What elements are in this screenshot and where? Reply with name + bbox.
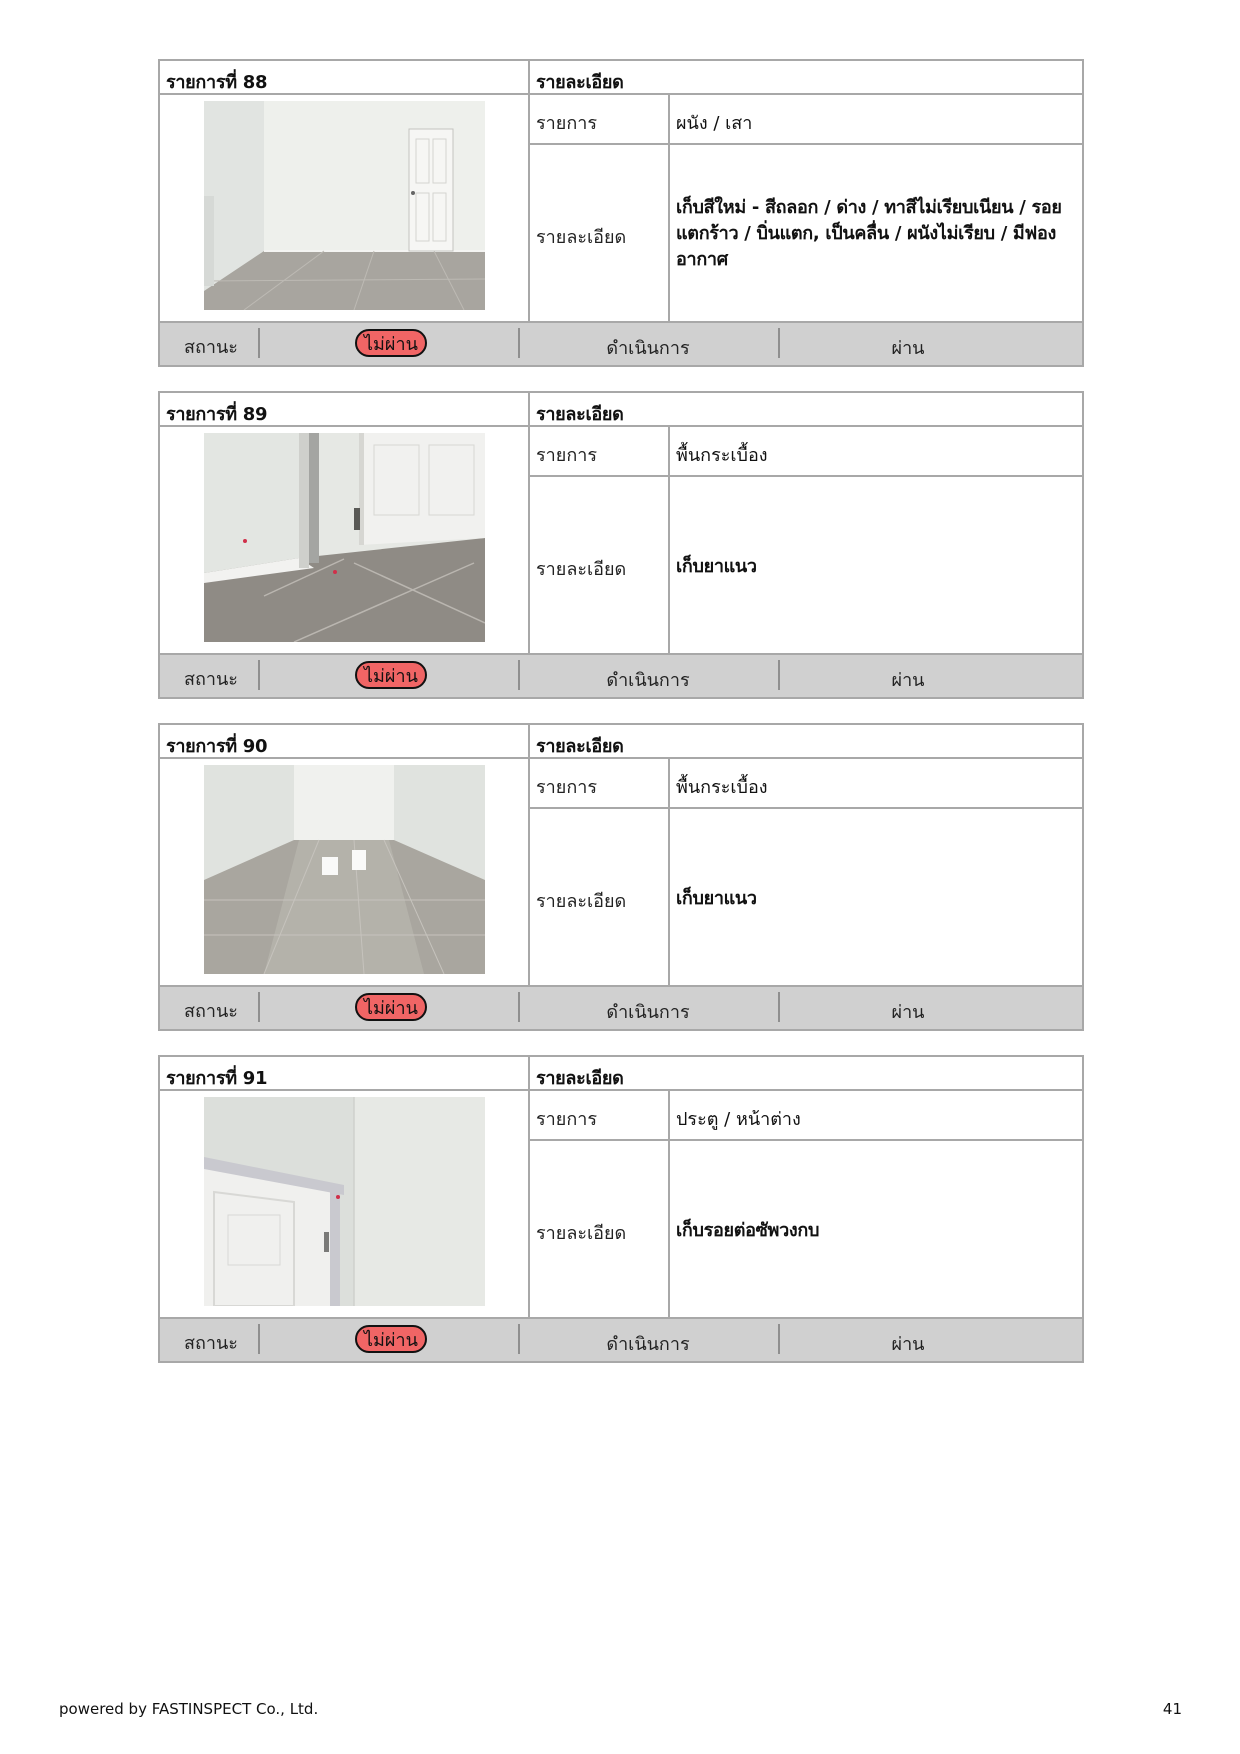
status-in-progress-button[interactable]: ดำเนินการ (606, 670, 690, 691)
status-pass-button[interactable]: ผ่าน (891, 1334, 925, 1355)
status-label: สถานะ (184, 337, 238, 358)
status-bar (160, 985, 1082, 1029)
item-label: รายการ (536, 1109, 597, 1130)
item-value: ประตู / หน้าต่าง (676, 1109, 801, 1130)
detail-row (530, 477, 1082, 655)
page-number: 41 (1162, 1700, 1182, 1718)
inspection-photo[interactable] (204, 101, 485, 310)
card-header-item (160, 725, 530, 759)
detail-value: เก็บยาแนว (676, 888, 757, 909)
detail-row (530, 809, 1082, 987)
footer-powered-by: powered by FASTINSPECT Co., Ltd. (59, 1700, 319, 1718)
detail-label: รายละเอียด (536, 891, 627, 912)
item-value: พื้นกระเบื้อง (676, 445, 768, 466)
status-bar (160, 653, 1082, 697)
detail-header: รายละเอียด (536, 72, 624, 93)
photo-cell (160, 759, 530, 987)
item-title: รายการที่ 91 (166, 1068, 268, 1089)
card-header-item (160, 393, 530, 427)
inspection-photo[interactable] (204, 433, 485, 642)
item-label: รายการ (536, 777, 597, 798)
status-pass-button[interactable]: ผ่าน (891, 338, 925, 359)
status-bar (160, 321, 1082, 365)
detail-header: รายละเอียด (536, 736, 624, 757)
status-bar (160, 1317, 1082, 1361)
photo-cell (160, 1091, 530, 1319)
detail-label: รายละเอียด (536, 227, 627, 248)
photo-cell (160, 427, 530, 655)
detail-header: รายละเอียด (536, 404, 624, 425)
detail-header: รายละเอียด (536, 1068, 624, 1089)
card-header-detail (530, 725, 1082, 759)
item-row (530, 427, 1082, 477)
detail-row (530, 1141, 1082, 1319)
inspection-card (158, 1055, 1084, 1363)
card-header-detail (530, 1057, 1082, 1091)
item-row (530, 1091, 1082, 1141)
status-pass-button[interactable]: ผ่าน (891, 670, 925, 691)
item-title: รายการที่ 90 (166, 736, 268, 757)
status-fail-button[interactable]: ไม่ผ่าน (355, 329, 427, 357)
item-label: รายการ (536, 113, 597, 134)
detail-label: รายละเอียด (536, 1223, 627, 1244)
inspection-card (158, 723, 1084, 1031)
inspection-photo[interactable] (204, 1097, 485, 1306)
inspection-card (158, 391, 1084, 699)
card-header-item (160, 61, 530, 95)
detail-value: เก็บรอยต่อซัพวงกบ (676, 1220, 820, 1241)
status-pass-button[interactable]: ผ่าน (891, 1002, 925, 1023)
detail-label: รายละเอียด (536, 559, 627, 580)
item-value: ผนัง / เสา (676, 113, 753, 134)
status-label: สถานะ (184, 1001, 238, 1022)
detail-value: เก็บยาแนว (676, 556, 757, 577)
status-label: สถานะ (184, 669, 238, 690)
status-in-progress-button[interactable]: ดำเนินการ (606, 1334, 690, 1355)
detail-value: เก็บสีใหม่ - สีถลอก / ด่าง / ทาสีไม่เรียบเนียน / รอยแตกร้าว / บิ่นแตก, เป็นคลื่น / ผนังไม่เรียบ / มีฟองอากาศ (676, 197, 1062, 270)
item-row (530, 95, 1082, 145)
status-label: สถานะ (184, 1333, 238, 1354)
item-label: รายการ (536, 445, 597, 466)
status-fail-button[interactable]: ไม่ผ่าน (355, 993, 427, 1021)
item-title: รายการที่ 89 (166, 404, 268, 425)
inspection-photo[interactable] (204, 765, 485, 974)
photo-cell (160, 95, 530, 323)
status-in-progress-button[interactable]: ดำเนินการ (606, 338, 690, 359)
inspection-card (158, 59, 1084, 367)
status-fail-button[interactable]: ไม่ผ่าน (355, 661, 427, 689)
item-title: รายการที่ 88 (166, 72, 268, 93)
status-in-progress-button[interactable]: ดำเนินการ (606, 1002, 690, 1023)
card-header-item (160, 1057, 530, 1091)
item-row (530, 759, 1082, 809)
detail-row (530, 145, 1082, 323)
card-header-detail (530, 393, 1082, 427)
item-value: พื้นกระเบื้อง (676, 777, 768, 798)
status-fail-button[interactable]: ไม่ผ่าน (355, 1325, 427, 1353)
card-header-detail (530, 61, 1082, 95)
